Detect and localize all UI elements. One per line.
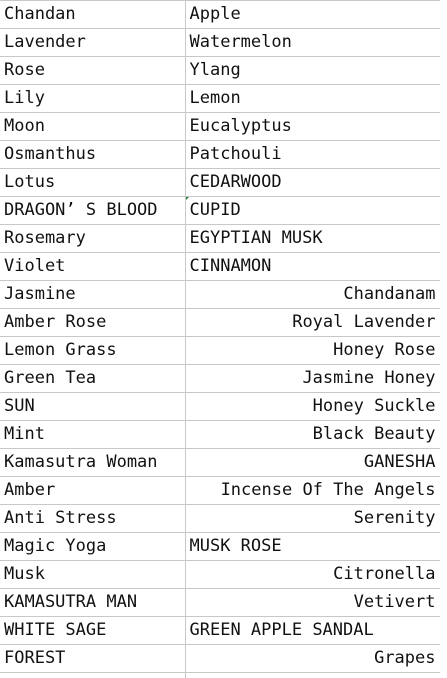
table-row (0, 169, 440, 197)
cell-text: Apple (189, 4, 241, 24)
cell-content (190, 477, 436, 504)
cell-column-a[interactable]: Lavender (0, 29, 185, 57)
cell-column-b[interactable] (185, 645, 440, 673)
cell-content (190, 365, 436, 392)
table-row (0, 281, 440, 309)
table-row (0, 477, 440, 505)
cell-column-b[interactable] (185, 225, 440, 253)
table-row (0, 449, 440, 477)
cell-column-b[interactable] (185, 29, 440, 57)
cell-column-a[interactable]: FOREST (0, 645, 185, 673)
cell-column-a[interactable]: Lemon Grass (0, 337, 185, 365)
cell-text: CEDARWOOD (189, 172, 282, 192)
cell-text: Honey Suckle (312, 396, 436, 416)
table-row (0, 365, 440, 393)
cell-column-b[interactable] (185, 169, 440, 197)
table-row (0, 113, 440, 141)
cell-column-b[interactable] (185, 309, 440, 337)
table-row (0, 225, 440, 253)
cell-column-a[interactable]: Amber Rose (0, 309, 185, 337)
table-row (0, 645, 440, 673)
cell-column-b[interactable] (185, 281, 440, 309)
cell-column-b[interactable] (185, 253, 440, 281)
table-row (0, 309, 440, 337)
table-row (0, 673, 440, 678)
cell-column-b[interactable] (185, 57, 440, 85)
cell-content (190, 337, 436, 364)
cell-column-a[interactable]: Anti Stress (0, 505, 185, 533)
cell-text: Serenity (353, 508, 436, 528)
cell-column-b[interactable] (185, 1, 440, 29)
cell-content (190, 197, 436, 224)
cell-column-b[interactable] (185, 197, 440, 225)
cell-column-b[interactable] (185, 393, 440, 421)
cell-column-a[interactable]: Rosemary (0, 225, 185, 253)
cell-column-b[interactable] (185, 673, 440, 678)
cell-text: Honey Rose (333, 340, 436, 360)
cell-text: EGYPTIAN MUSK (189, 228, 323, 248)
cell-content (190, 645, 436, 672)
table-row (0, 141, 440, 169)
cell-column-b[interactable] (185, 421, 440, 449)
cell-text: Jasmine Honey (302, 368, 436, 388)
cell-column-b[interactable] (185, 113, 440, 141)
cell-content (190, 449, 436, 476)
cell-column-a[interactable]: Magic Yoga (0, 533, 185, 561)
table-row (0, 1, 440, 29)
cell-content (190, 1, 436, 28)
table-row (0, 617, 440, 645)
cell-text: MUSK ROSE (189, 536, 282, 556)
cell-column-a[interactable]: Rose (0, 57, 185, 85)
table-row (0, 421, 440, 449)
cell-column-b[interactable] (185, 533, 440, 561)
cell-column-b[interactable] (185, 561, 440, 589)
cell-content (190, 169, 436, 196)
table-row (0, 337, 440, 365)
cell-text: Incense Of The Angels (220, 480, 436, 500)
cell-content (190, 141, 436, 168)
cell-text: Vetivert (353, 592, 436, 612)
cell-content (190, 533, 436, 560)
cell-content (190, 57, 436, 84)
cell-column-a[interactable]: Kamasutra Woman (0, 449, 185, 477)
cell-column-b[interactable] (185, 477, 440, 505)
cell-content (190, 113, 436, 140)
table-row (0, 85, 440, 113)
table-row (0, 393, 440, 421)
cell-text: Patchouli (189, 144, 282, 164)
cell-column-a[interactable]: Mint (0, 421, 185, 449)
cell-column-a[interactable]: WHITE SAGE (0, 617, 185, 645)
cell-column-a[interactable]: Lily (0, 85, 185, 113)
cell-content (190, 281, 436, 308)
cell-text: CUPID (189, 200, 241, 220)
cell-text: Black Beauty (312, 424, 436, 444)
table-body (0, 1, 440, 678)
cell-column-a[interactable]: Chandan (0, 1, 185, 29)
cell-content (190, 85, 436, 112)
cell-text: Watermelon (189, 32, 292, 52)
cell-column-a[interactable]: Moon (0, 113, 185, 141)
cell-content (190, 589, 436, 616)
cell-column-a[interactable]: SUN (0, 393, 185, 421)
cell-column-a[interactable]: Jasmine (0, 281, 185, 309)
cell-text: Chandanam (343, 284, 436, 304)
table-row (0, 29, 440, 57)
cell-column-a[interactable]: Green Tea (0, 365, 185, 393)
cell-content (190, 309, 436, 336)
cell-text: GREEN APPLE SANDAL (189, 620, 374, 640)
table-row (0, 57, 440, 85)
cell-column-a[interactable]: Violet (0, 253, 185, 281)
cell-text: Royal Lavender (292, 312, 436, 332)
cell-content (190, 253, 436, 280)
cell-column-a[interactable]: Musk (0, 561, 185, 589)
cell-column-a[interactable] (0, 673, 185, 678)
cell-content (190, 617, 436, 644)
cell-note-indicator (186, 197, 191, 201)
sheet-right-edge (440, 0, 447, 678)
table-row (0, 533, 440, 561)
cell-column-b[interactable] (185, 505, 440, 533)
cell-column-a[interactable]: Amber (0, 477, 185, 505)
cell-content (190, 421, 436, 448)
table-row (0, 561, 440, 589)
table-row (0, 505, 440, 533)
cell-column-a[interactable]: KAMASUTRA MAN (0, 589, 185, 617)
cell-content (190, 225, 436, 252)
cell-text: Ylang (189, 60, 241, 80)
cell-column-b[interactable] (185, 589, 440, 617)
table-row (0, 589, 440, 617)
cell-column-a[interactable]: Osmanthus (0, 141, 185, 169)
cell-text: GANESHA (363, 452, 436, 472)
cell-content (190, 393, 436, 420)
cell-text: Lemon (189, 88, 241, 108)
cell-text: Citronella (333, 564, 436, 584)
cell-content (190, 505, 436, 532)
cell-column-b[interactable] (185, 85, 440, 113)
cell-text: CINNAMON (189, 256, 272, 276)
cell-column-a[interactable]: Lotus (0, 169, 185, 197)
cell-column-b[interactable] (185, 365, 440, 393)
cell-column-a[interactable]: DRAGON’ S BLOOD (0, 197, 185, 225)
cell-column-b[interactable] (185, 141, 440, 169)
cell-text: Eucalyptus (189, 116, 292, 136)
table-row (0, 253, 440, 281)
cell-content (190, 561, 436, 588)
table-row (0, 197, 440, 225)
cell-column-b[interactable] (185, 449, 440, 477)
cell-content (190, 29, 436, 56)
cell-text: Grapes (374, 648, 436, 668)
cell-column-b[interactable] (185, 617, 440, 645)
cell-column-b[interactable] (185, 337, 440, 365)
